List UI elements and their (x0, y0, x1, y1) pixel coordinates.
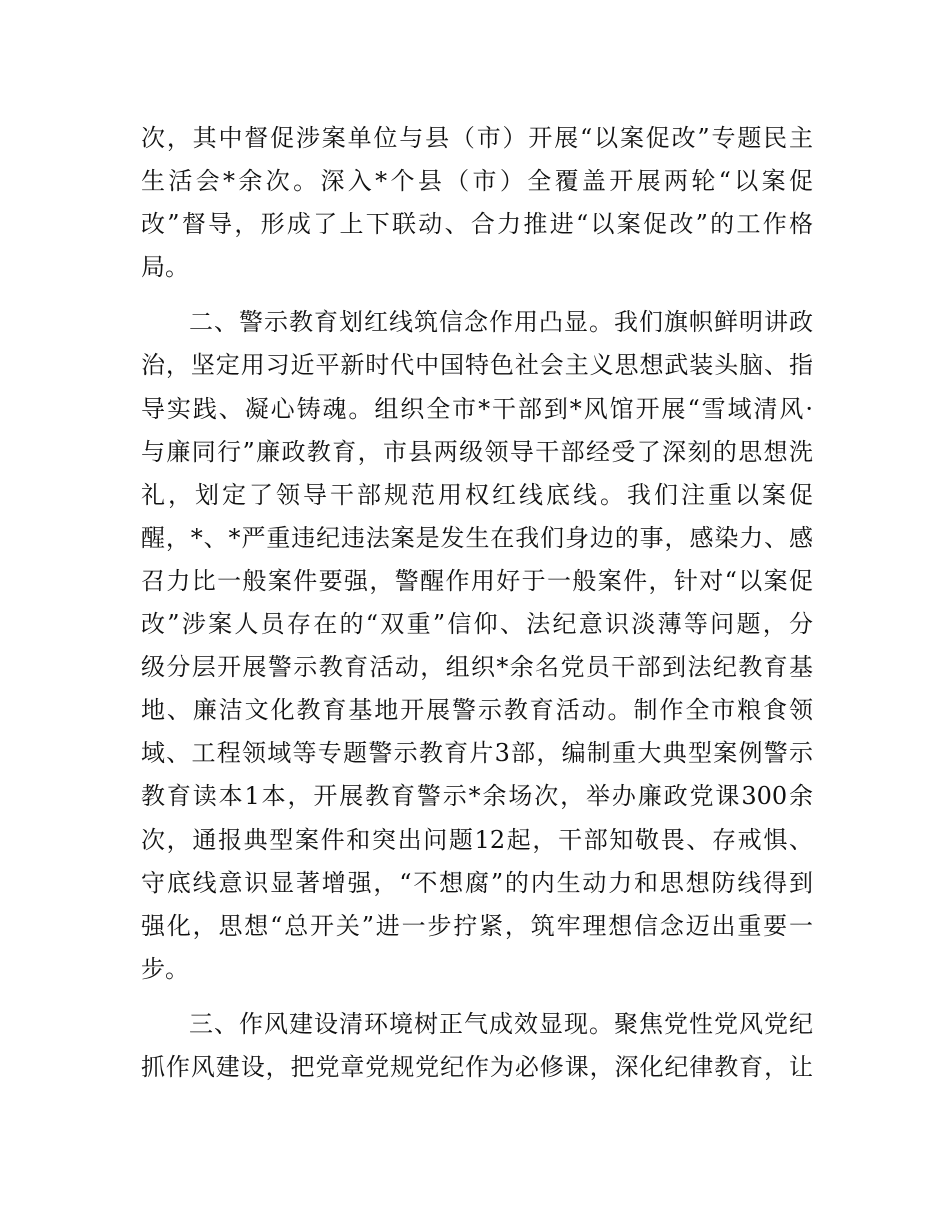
paragraph-2 (141, 301, 813, 991)
text-line: 域、工程领域等专题警示教育片3部，编制重大典型案例警示 (141, 739, 813, 768)
paragraph-heading-line: 二、警示教育划红线筑信念作用凸显。我们旗帜鲜明讲政 (189, 308, 813, 337)
text-line: 生活会*余次。深入*个县（市）全覆盖开展两轮“以案促 (141, 167, 813, 196)
text-line: 地、廉洁文化教育基地开展警示教育活动。制作全市粮食领 (141, 696, 813, 725)
text-line: 与廉同行”廉政教育，市县两级领导干部经受了深刻的思想洗 (141, 437, 813, 466)
text-line: 导实践、凝心铸魂。组织全市*干部到*风馆开展“雪域清风· (141, 394, 813, 423)
text-line: 抓作风建设，把党章党规党纪作为必修课，深化纪律教育，让 (141, 1052, 813, 1081)
document-body (141, 117, 813, 1089)
text-line: 次，其中督促涉案单位与县（市）开展“以案促改”专题民主 (141, 124, 813, 152)
text-line: 教育读本1本，开展教育警示*余场次，举办廉政党课300余 (141, 782, 813, 811)
text-line: 守底线意识显著增强，“不想腐”的内生动力和思想防线得到 (141, 868, 813, 897)
text-line: 改”涉案人员存在的“双重”信仰、法纪意识淡薄等问题，分 (141, 610, 813, 639)
text-line: 局。 (141, 253, 189, 282)
text-line: 级分层开展警示教育活动，组织*余名党员干部到法纪教育基 (141, 653, 813, 682)
text-line: 治，坚定用习近平新时代中国特色社会主义思想武装头脑、指 (141, 351, 813, 380)
text-line: 步。 (141, 954, 189, 983)
text-line: 强化，思想“总开关”进一步拧紧，筑牢理想信念迈出重要一 (141, 911, 813, 940)
paragraph-heading-line: 三、作风建设清环境树正气成效显现。聚焦党性党风党纪 (189, 1009, 813, 1038)
text-line: 次，通报典型案件和突出问题12起，干部知敬畏、存戒惧、 (141, 825, 813, 854)
paragraph-3 (141, 1003, 813, 1089)
text-line: 召力比一般案件要强，警醒作用好于一般案件，针对“以案促 (141, 566, 813, 595)
paragraph-1 (141, 117, 813, 289)
text-line: 醒，*、*严重违纪违法案是发生在我们身边的事，感染力、感 (141, 523, 813, 552)
text-line: 礼，划定了领导干部规范用权红线底线。我们注重以案促 (141, 480, 813, 509)
text-line: 改”督导，形成了上下联动、合力推进“以案促改”的工作格 (141, 210, 813, 239)
